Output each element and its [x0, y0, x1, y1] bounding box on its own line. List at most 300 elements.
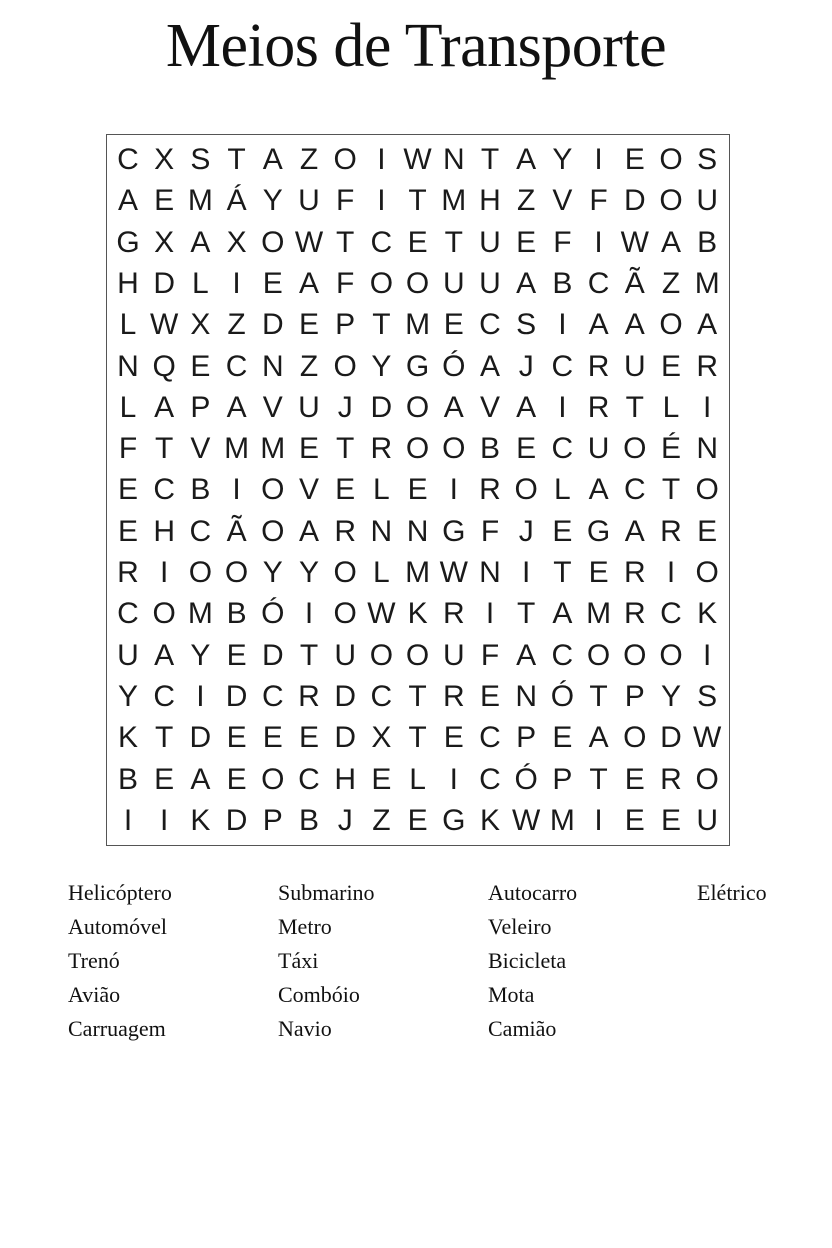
grid-letter: D	[370, 390, 393, 424]
grid-letter: W	[403, 143, 432, 176]
grid-letter: I	[232, 266, 241, 300]
grid-letter: A	[552, 597, 573, 631]
grid-letter: C	[117, 143, 139, 176]
grid-letter: H	[153, 514, 176, 548]
grid-letter: Á	[226, 184, 247, 218]
word-list-item: Trenó	[68, 948, 120, 973]
word-list-item: Metro	[278, 914, 332, 939]
grid-letter: O	[623, 638, 647, 672]
grid-letter: A	[624, 514, 645, 548]
grid-letter: S	[697, 143, 718, 176]
grid-letter: I	[449, 762, 458, 796]
grid-letter: B	[479, 432, 500, 466]
word-list-item: Bicicleta	[488, 948, 567, 973]
grid-letter: E	[624, 143, 645, 176]
grid-letter: L	[119, 308, 137, 342]
grid-letter: D	[153, 266, 176, 300]
grid-row	[107, 717, 729, 758]
grid-letter: E	[697, 514, 718, 548]
grid-letter: W	[150, 308, 179, 342]
grid-letter: V	[552, 184, 573, 218]
grid-letter: I	[160, 556, 169, 589]
grid-letter: E	[407, 803, 428, 837]
grid-letter: T	[408, 679, 427, 713]
grid-letter: X	[371, 721, 392, 755]
grid-letter: D	[225, 803, 248, 837]
grid-letter: A	[516, 143, 537, 176]
grid-letter: Ó	[261, 597, 285, 631]
grid-letter: U	[334, 638, 357, 672]
grid-letter: X	[154, 225, 175, 259]
grid-letter: Ã	[226, 514, 247, 548]
grid-letter: Y	[117, 679, 138, 713]
grid-letter: E	[262, 721, 283, 755]
grid-letter: U	[696, 184, 719, 218]
grid-letter: W	[439, 556, 468, 589]
grid-letter: O	[405, 638, 430, 672]
grid-row	[107, 759, 729, 800]
grid-letter: B	[117, 762, 138, 796]
grid-letter: O	[369, 266, 394, 300]
grid-letter: I	[160, 803, 169, 837]
grid-letter: E	[516, 225, 537, 259]
grid-letter: D	[225, 679, 248, 713]
grid-letter: A	[588, 721, 609, 755]
grid-letter: H	[479, 184, 501, 218]
grid-row	[107, 593, 729, 634]
grid-row	[107, 635, 729, 676]
grid-letter: I	[304, 597, 314, 631]
grid-letter: M	[694, 266, 720, 300]
grid-letter: O	[659, 638, 683, 672]
grid-letter: E	[226, 762, 247, 796]
grid-letter: K	[190, 803, 211, 837]
grid-letter: W	[367, 597, 396, 631]
grid-letter: F	[336, 266, 355, 300]
grid-row	[107, 304, 729, 345]
grid-letter: E	[443, 721, 464, 755]
grid-letter: N	[442, 143, 465, 176]
grid-letter: A	[443, 390, 464, 424]
grid-letter: M	[405, 556, 431, 589]
grid-letter: O	[695, 473, 719, 507]
grid-letter: C	[225, 349, 248, 383]
grid-letter: F	[480, 514, 500, 548]
word-list-item: Carruagem	[68, 1016, 166, 1041]
grid-letter: E	[660, 803, 681, 837]
grid-letter: T	[155, 432, 174, 466]
grid-letter: O	[188, 556, 213, 589]
grid-letter: E	[407, 473, 428, 507]
grid-letter: J	[337, 803, 353, 837]
grid-row	[107, 387, 729, 428]
grid-letter: O	[695, 762, 719, 796]
grid-letter: O	[659, 308, 683, 342]
grid-letter: M	[224, 432, 250, 466]
grid-letter: F	[480, 638, 500, 672]
grid-letter: T	[408, 721, 427, 755]
grid-letter: Z	[517, 184, 536, 218]
grid-letter: L	[373, 556, 390, 589]
word-list-column	[488, 876, 577, 1046]
word-list-item: Táxi	[278, 948, 319, 973]
grid-letter: E	[407, 225, 428, 259]
grid-letter: N	[696, 432, 719, 466]
grid-letter: D	[660, 721, 682, 755]
grid-letter: F	[118, 432, 138, 466]
grid-row	[107, 469, 729, 510]
grid-letter: V	[298, 473, 319, 507]
grid-letter: C	[587, 266, 610, 300]
grid-row	[107, 346, 729, 387]
word-list-item: Autocarro	[488, 880, 578, 905]
grid-row	[107, 428, 729, 469]
grid-letter: T	[444, 225, 463, 259]
grid-letter: R	[334, 514, 357, 548]
grid-letter: A	[117, 184, 138, 218]
grid-letter: C	[153, 679, 176, 713]
grid-letter: C	[479, 721, 501, 755]
grid-letter: U	[442, 266, 465, 300]
grid-letter: K	[407, 597, 428, 631]
grid-letter: G	[442, 803, 466, 837]
grid-letter: I	[703, 638, 712, 672]
grid-letter: A	[298, 266, 319, 300]
grid-letter: N	[117, 349, 139, 383]
grid-letter: C	[551, 432, 574, 466]
grid-letter: E	[117, 473, 138, 507]
grid-letter: R	[479, 473, 501, 507]
grid-letter: I	[485, 597, 495, 631]
grid-letter: F	[336, 184, 355, 218]
word-list-item: Avião	[68, 982, 121, 1007]
grid-letter: A	[516, 390, 537, 424]
grid-letter: A	[154, 638, 175, 672]
grid-letter: T	[227, 143, 246, 176]
grid-letter: Y	[552, 143, 573, 176]
grid-row	[107, 800, 729, 841]
grid-letter: L	[554, 473, 571, 507]
grid-letter: I	[594, 143, 603, 176]
grid-letter: E	[443, 308, 464, 342]
grid-letter: Z	[372, 803, 391, 837]
grid-letter: P	[190, 390, 211, 424]
grid-letter: V	[262, 390, 283, 424]
grid-letter: G	[116, 225, 140, 259]
grid-letter: O	[623, 432, 647, 466]
grid-letter: G	[586, 514, 611, 548]
grid-letter: C	[117, 597, 139, 631]
grid-letter: R	[117, 556, 139, 589]
grid-letter: D	[261, 638, 284, 672]
grid-letter: B	[552, 266, 573, 300]
word-list-item: Mota	[488, 982, 535, 1007]
grid-letter: P	[516, 721, 537, 755]
grid-letter: D	[334, 721, 357, 755]
grid-letter: Y	[660, 679, 681, 713]
grid-letter: U	[587, 432, 610, 466]
grid-letter: K	[697, 597, 718, 631]
grid-letter: O	[405, 390, 430, 424]
grid-letter: O	[333, 143, 357, 176]
grid-letter: O	[369, 638, 394, 672]
grid-letter: A	[262, 143, 283, 176]
grid-letter: E	[154, 184, 175, 218]
grid-letter: E	[262, 266, 283, 300]
grid-letter: V	[479, 390, 500, 424]
grid-letter: R	[660, 762, 682, 796]
grid-letter: A	[479, 349, 500, 383]
grid-row	[107, 263, 729, 304]
grid-letter: M	[405, 308, 431, 342]
word-list-item: Combóio	[278, 982, 360, 1007]
grid-letter: A	[516, 638, 537, 672]
grid-letter: X	[226, 225, 247, 259]
grid-letter: A	[298, 514, 319, 548]
grid-letter: C	[370, 225, 393, 259]
word-search-grid	[106, 134, 730, 846]
grid-letter: E	[660, 349, 681, 383]
grid-letter: J	[518, 349, 534, 383]
grid-letter: T	[589, 762, 608, 796]
grid-letter: N	[370, 514, 393, 548]
grid-letter: O	[261, 225, 285, 259]
grid-letter: P	[335, 308, 356, 342]
grid-letter: E	[552, 514, 573, 548]
grid-letter: R	[442, 679, 465, 713]
grid-letter: B	[226, 597, 247, 631]
grid-letter: O	[695, 556, 719, 589]
grid-letter: T	[661, 473, 681, 507]
word-list-column	[278, 876, 375, 1046]
grid-letter: T	[299, 638, 319, 672]
grid-letter: E	[190, 349, 211, 383]
grid-letter: G	[405, 349, 430, 383]
grid-letter: I	[232, 473, 241, 507]
grid-letter: L	[662, 390, 680, 424]
grid-letter: Z	[227, 308, 246, 342]
grid-letter: I	[558, 390, 567, 424]
grid-letter: E	[154, 762, 175, 796]
grid-letter: A	[660, 225, 681, 259]
grid-letter: F	[553, 225, 572, 259]
grid-letter: T	[155, 721, 174, 755]
grid-letter: W	[693, 721, 722, 755]
grid-letter: S	[697, 679, 718, 713]
grid-letter: U	[479, 266, 501, 300]
grid-letter: E	[371, 762, 392, 796]
grid-letter: O	[405, 432, 430, 466]
grid-letter: L	[119, 390, 137, 424]
grid-letter: U	[623, 349, 646, 383]
grid-letter: T	[336, 432, 355, 466]
grid-letter: O	[333, 349, 357, 383]
grid-letter: K	[117, 721, 138, 755]
grid-letter: U	[442, 638, 465, 672]
word-list-column	[697, 876, 767, 910]
grid-letter: C	[551, 638, 574, 672]
grid-letter: O	[659, 143, 683, 176]
grid-letter: Y	[298, 556, 319, 589]
grid-letter: O	[224, 556, 249, 589]
grid-letter: L	[192, 266, 209, 300]
grid-letter: N	[479, 556, 501, 589]
grid-letter: Y	[262, 556, 283, 589]
grid-row	[107, 552, 729, 593]
grid-letter: D	[623, 184, 646, 218]
grid-letter: A	[697, 308, 718, 342]
grid-letter: M	[549, 803, 575, 837]
grid-letter: Ó	[514, 762, 538, 796]
grid-letter: A	[588, 473, 609, 507]
grid-letter: T	[625, 390, 644, 424]
grid-letter: O	[261, 473, 285, 507]
grid-letter: E	[117, 514, 138, 548]
grid-letter: E	[298, 308, 319, 342]
grid-letter: E	[588, 556, 609, 589]
grid-letter: C	[189, 514, 212, 548]
grid-letter: R	[623, 597, 646, 631]
grid-letter: Z	[299, 143, 319, 176]
grid-letter: M	[187, 184, 213, 218]
word-list-column	[68, 876, 172, 1046]
grid-letter: R	[587, 349, 610, 383]
grid-letter: A	[226, 390, 247, 424]
grid-letter: T	[589, 679, 608, 713]
grid-letter: M	[260, 432, 286, 466]
grid-letter: O	[659, 184, 683, 218]
page-title: Meios de Transporte	[165, 12, 667, 80]
grid-letter: Y	[262, 184, 283, 218]
grid-letter: C	[660, 597, 682, 631]
grid-row	[107, 676, 729, 717]
grid-letter: C	[298, 762, 320, 796]
grid-letter: V	[190, 432, 211, 466]
grid-letter: C	[153, 473, 176, 507]
grid-letter: G	[442, 514, 466, 548]
grid-letter: Ó	[550, 679, 575, 713]
grid-letter: N	[406, 514, 429, 548]
grid-letter: E	[298, 432, 319, 466]
grid-letter: D	[334, 679, 357, 713]
grid-letter: R	[442, 597, 465, 631]
grid-letter: A	[154, 390, 175, 424]
grid-letter: K	[479, 803, 500, 837]
grid-letter: N	[261, 349, 284, 383]
grid-letter: I	[666, 556, 676, 589]
grid-letter: I	[703, 390, 712, 424]
grid-letter: E	[226, 638, 247, 672]
grid-letter: E	[226, 721, 247, 755]
grid-letter: E	[624, 762, 645, 796]
grid-letter: R	[587, 390, 610, 424]
grid-letter: N	[515, 679, 538, 713]
grid-letter: B	[697, 225, 718, 259]
grid-letter: L	[373, 473, 390, 507]
grid-letter: D	[261, 308, 284, 342]
word-list-item: Camião	[488, 1016, 557, 1041]
grid-letter: I	[594, 225, 603, 259]
grid-letter: L	[409, 762, 426, 796]
grid-letter: A	[624, 308, 645, 342]
word-list-item: Helicóptero	[68, 880, 172, 905]
grid-letter: O	[261, 514, 285, 548]
word-list-item: Submarino	[278, 880, 375, 905]
grid-letter: C	[551, 349, 574, 383]
grid-letter: T	[336, 225, 355, 259]
grid-letter: E	[298, 721, 319, 755]
grid-letter: O	[442, 432, 466, 466]
grid-letter: C	[370, 679, 393, 713]
grid-letter: C	[479, 308, 501, 342]
grid-row	[107, 139, 729, 180]
grid-letter: E	[552, 721, 573, 755]
grid-letter: R	[696, 349, 719, 383]
grid-letter: Z	[661, 266, 681, 300]
word-list	[0, 876, 832, 1076]
word-list-item: Automóvel	[68, 914, 167, 939]
grid-letter: C	[623, 473, 646, 507]
grid-letter: E	[516, 432, 537, 466]
grid-letter: O	[405, 266, 430, 300]
grid-row	[107, 222, 729, 263]
grid-row	[107, 180, 729, 221]
grid-letter: J	[518, 514, 534, 548]
grid-letter: D	[189, 721, 212, 755]
grid-letter: B	[190, 473, 211, 507]
grid-letter: P	[624, 679, 645, 713]
grid-letter: H	[334, 762, 357, 796]
grid-letter: I	[123, 803, 133, 837]
grid-letter: P	[262, 803, 283, 837]
grid-letter: W	[294, 225, 324, 259]
grid-letter: C	[479, 762, 501, 796]
grid-letter: I	[594, 803, 603, 837]
grid-letter: U	[696, 803, 719, 837]
grid-letter: É	[660, 432, 681, 466]
grid-letter: I	[522, 556, 531, 589]
grid-letter: W	[620, 225, 649, 259]
grid-letter: O	[261, 762, 285, 796]
grid-letter: E	[335, 473, 356, 507]
grid-letter: U	[117, 638, 139, 672]
grid-letter: Y	[371, 349, 392, 383]
grid-letter: J	[337, 390, 353, 424]
grid-letter: E	[479, 679, 500, 713]
grid-row	[107, 511, 729, 552]
grid-letter: C	[261, 679, 284, 713]
grid-letter: Ã	[624, 266, 645, 300]
grid-letter: T	[480, 143, 500, 176]
grid-letter: A	[190, 225, 211, 259]
grid-letter: Q	[152, 349, 176, 383]
grid-letter: R	[298, 679, 320, 713]
grid-letter: Y	[190, 638, 211, 672]
grid-letter: U	[479, 225, 501, 259]
grid-letter: A	[588, 308, 609, 342]
grid-letter: Ó	[442, 349, 466, 383]
grid-letter: A	[516, 266, 537, 300]
grid-letter: M	[187, 597, 213, 631]
grid-letter: U	[298, 184, 320, 218]
grid-letter: I	[558, 308, 567, 342]
grid-letter: A	[190, 762, 211, 796]
grid-letter: O	[623, 721, 647, 755]
grid-letter: T	[553, 556, 572, 589]
grid-letter: M	[586, 597, 612, 631]
grid-letter: O	[514, 473, 538, 507]
grid-letter: T	[408, 184, 427, 218]
